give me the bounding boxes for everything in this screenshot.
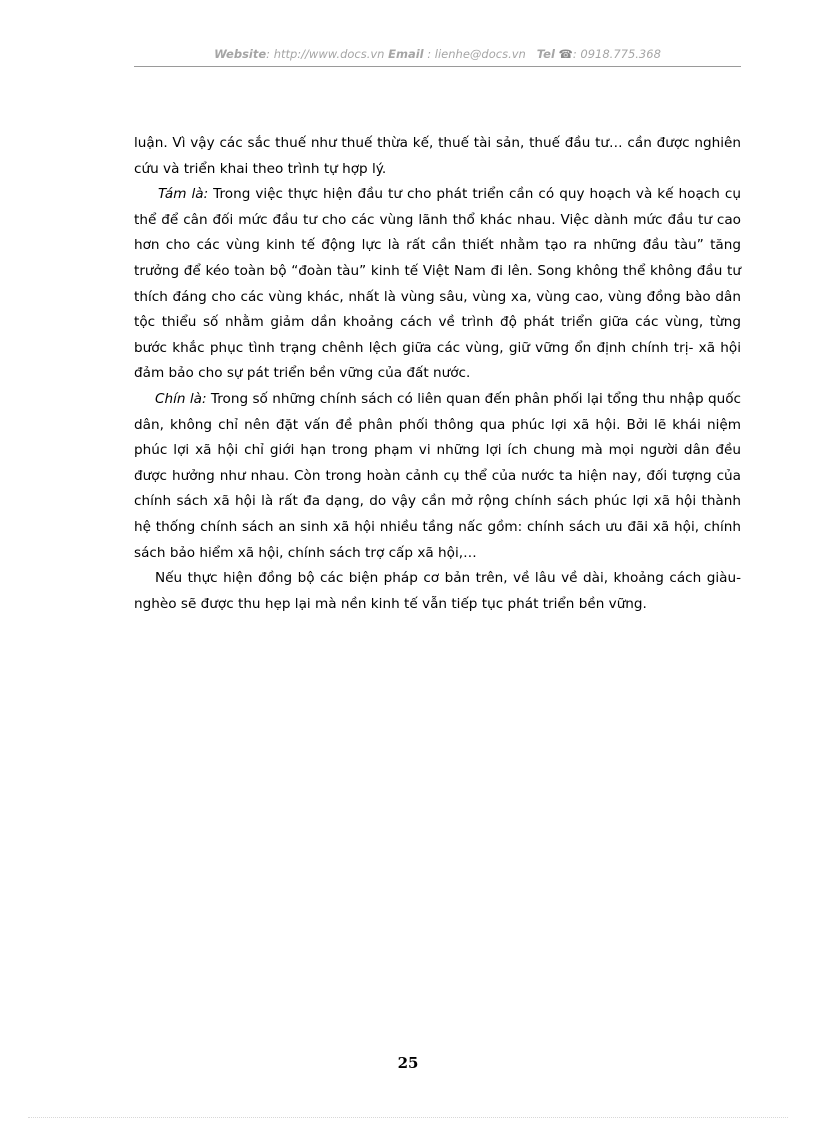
paragraph-2 xyxy=(134,182,741,387)
email-label: Email xyxy=(388,47,424,61)
website-label: Website xyxy=(214,47,267,61)
page-number: 25 xyxy=(397,1054,419,1072)
document-body xyxy=(134,131,741,617)
tel-value: : 0918.775.368 xyxy=(572,47,661,61)
paragraph-4: Nếu thực hiện đồng bộ các biện pháp cơ bản trên, về lâu về dài, khoảng cách giàu- nghèo sẽ được thu hẹp lại mà nền kinh tế vẫn tiếp tục phát triển bền vững. xyxy=(134,570,741,612)
paragraph-2-text: Trong việc thực hiện đầu tư cho phát triển cần có quy hoạch và kế hoạch cụ thể để cân đối mức đầu tư cho các vùng lãnh thổ khác nhau. Việc dành mức đầu tư cao hơn cho các vùng kinh tế động lực là rất cần thiết nhằm tạo ra những đầu tàu” tăng trưởng để kéo toàn bộ “đoàn tàu” kinh tế Việt Nam đi lên. Song không thể không đầu tư thích đáng cho các vùng khác, nhất là vùng sâu, vùng xa, vùng cao, vùng đồng bào dân tộc thiểu số nhằm giảm dần khoảng cách về trình độ phát triển giữa các vùng, từng bước khắc phục tình trạng chênh lệch giữa các vùng, giữ vững ổn định chính trị- xã hội đảm bảo cho sự pát triển bền vững của đất nước. xyxy=(134,186,741,382)
email-value: : lienhe@docs.vn xyxy=(423,47,526,61)
tel-label: Tel xyxy=(536,47,555,61)
paragraph-3 xyxy=(134,387,741,566)
paragraph-2-lead: Tám là: xyxy=(158,186,209,203)
page-header xyxy=(134,47,741,67)
paragraph-3-text: Trong số những chính sách có liên quan đến phân phối lại tổng thu nhập quốc dân, không chỉ nên đặt vấn đề phân phối thông qua phúc lợi xã hội. Bởi lẽ khái niệm phúc lợi xã hội chỉ giới hạn trong phạm vi những lợi ích chung mà mọi người dân đều được hưởng như nhau. Còn trong hoàn cảnh cụ thể của nước ta hiện nay, đối tượng của chính sách xã hội là rất đa dạng, do vậy cần mở rộng chính sách phúc lợi xã hội thành hệ thống chính sách an sinh xã hội nhiều tầng nấc gồm: chính sách ưu đãi xã hội, chính sách bảo hiểm xã hội, chính sách trợ cấp xã hội,… xyxy=(134,390,741,561)
website-value: : http://www.docs.vn xyxy=(266,47,385,61)
header-divider xyxy=(134,66,741,67)
footer-dotted-divider xyxy=(28,1117,788,1118)
paragraph-3-lead: Chín là: xyxy=(155,390,207,407)
telephone-icon: ☎ xyxy=(558,47,573,61)
paragraph-1: luận. Vì vậy các sắc thuế như thuế thừa kế, thuế tài sản, thuế đầu tư… cần được nghiên cứu và triển khai theo trình tự hợp lý. xyxy=(134,135,741,177)
